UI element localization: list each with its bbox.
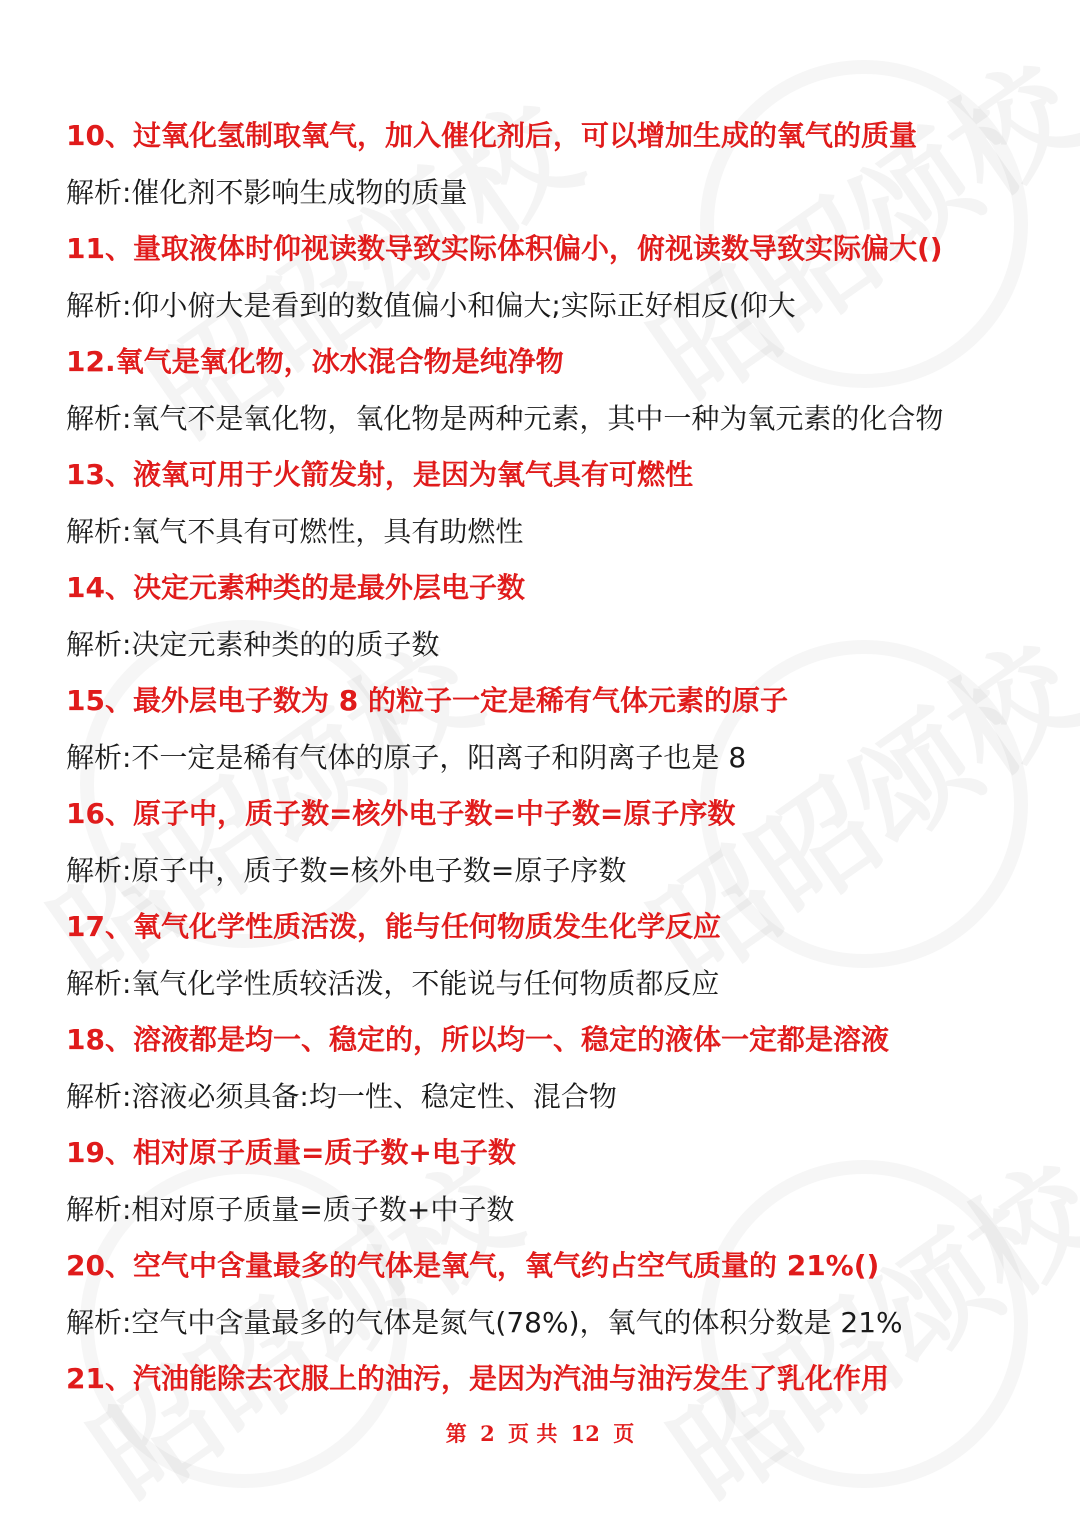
question-text: 15、最外层电子数为 8 的粒子一定是稀有气体元素的原子 — [66, 684, 788, 717]
list-item — [66, 786, 1026, 899]
answer-text: 解析:氧气不具有可燃性，具有助燃性 — [66, 514, 524, 548]
question-text: 18、溶液都是均一、稳定的，所以均一、稳定的液体一定都是溶液 — [66, 1023, 889, 1056]
question-text: 16、原子中，质子数=核外电子数=中子数=原子序数 — [66, 797, 736, 830]
question-text: 11、量取液体时仰视读数导致实际体积偏小，俯视读数导致实际偏大() — [66, 232, 943, 265]
page-footer — [0, 1418, 1080, 1448]
footer-page-number: 2 — [480, 1421, 495, 1446]
list-item — [66, 1351, 1026, 1408]
question-text: 14、决定元素种类的是最外层电子数 — [66, 571, 525, 604]
question-text: 10、过氧化氢制取氧气，加入催化剂后，可以增加生成的氧气的质量 — [66, 119, 917, 152]
answer-text: 解析:不一定是稀有气体的原子，阳离子和阴离子也是 8 — [66, 740, 747, 774]
question-text: 13、液氧可用于火箭发射，是因为氧气具有可燃性 — [66, 458, 693, 491]
list-item — [66, 1125, 1026, 1238]
question-text: 19、相对原子质量=质子数+电子数 — [66, 1136, 516, 1169]
list-item — [66, 899, 1026, 1012]
list-item — [66, 560, 1026, 673]
footer-suffix: 页 — [613, 1421, 635, 1446]
list-item — [66, 673, 1026, 786]
answer-text: 解析:仰小俯大是看到的数值偏小和偏大;实际正好相反(仰大 — [66, 288, 796, 322]
list-item — [66, 108, 1026, 221]
footer-total-pages: 12 — [570, 1421, 600, 1446]
answer-text: 解析:氧气不是氧化物，氧化物是两种元素，其中一种为氧元素的化合物 — [66, 401, 944, 435]
list-item — [66, 447, 1026, 560]
answer-text: 解析:相对原子质量=质子数+中子数 — [66, 1192, 515, 1226]
answer-text: 解析:决定元素种类的的质子数 — [66, 627, 440, 661]
answer-text: 解析:溶液必须具备:均一性、稳定性、混合物 — [66, 1079, 617, 1113]
answer-text: 解析:空气中含量最多的气体是氮气(78%)，氧气的体积分数是 21% — [66, 1305, 903, 1339]
list-item — [66, 221, 1026, 334]
footer-middle: 页 共 — [508, 1421, 558, 1446]
answer-text: 解析:催化剂不影响生成物的质量 — [66, 175, 468, 209]
answer-text: 解析:氧气化学性质较活泼，不能说与任何物质都反应 — [66, 966, 720, 1000]
answer-text: 解析:原子中，质子数=核外电子数=原子序数 — [66, 853, 627, 887]
question-text: 20、空气中含量最多的气体是氧气，氧气约占空气质量的 21%() — [66, 1249, 880, 1282]
list-item — [66, 334, 1026, 447]
question-text: 21、汽油能除去衣服上的油污，是因为汽油与油污发生了乳化作用 — [66, 1362, 889, 1395]
document-body — [66, 108, 1026, 1408]
list-item — [66, 1238, 1026, 1351]
footer-prefix: 第 — [445, 1421, 467, 1446]
list-item — [66, 1012, 1026, 1125]
question-text: 17、氧气化学性质活泼，能与任何物质发生化学反应 — [66, 910, 721, 943]
question-text: 12.氧气是氧化物，冰水混合物是纯净物 — [66, 345, 564, 378]
